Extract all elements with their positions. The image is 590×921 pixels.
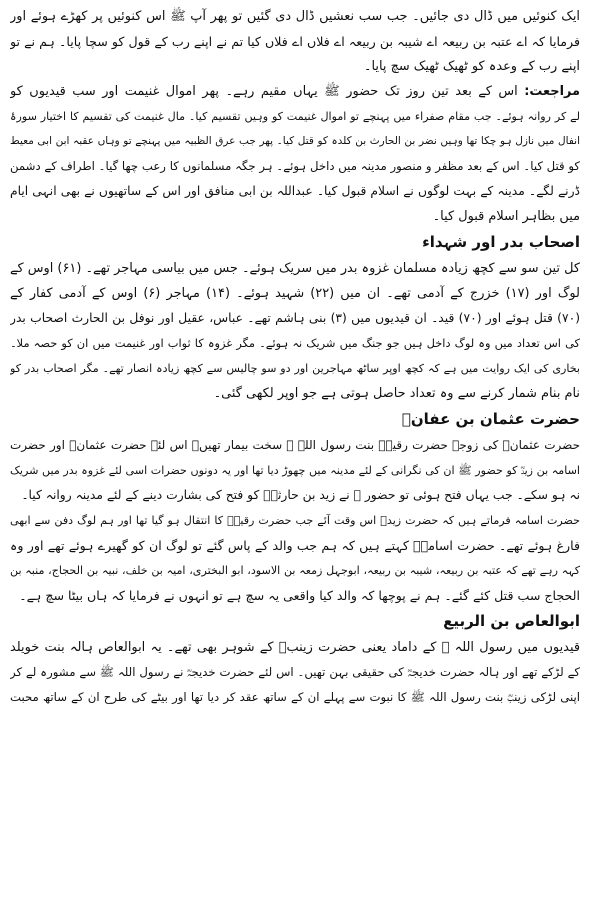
paragraph-uthman: [10, 433, 580, 508]
section-heading-uthman: حضرت عثمان بن عفانؓ: [401, 410, 580, 428]
text-line: نہ ہو سکے۔ جب یہاں فتح ہوئی تو حضور ﷺ نے زید بن حارثہؓ کو فتح کی بشارت دینے کے لئے مدینہ روانہ کیا۔: [21, 488, 580, 502]
text-line: لوگ اور (۱۷) خزرج کے آدمی تھے۔ ان میں (۲۲) شہید ہوئے۔ (۱۴) مہاجر (۶) اوس کے آدمی کفار کے: [10, 286, 580, 301]
text-line: بخاری کی ایک روایت میں ہے کہ کچھ اوپر ساٹھ مہاجرین اور دو سو چالیس سے کچھ زیادہ انصار تھے۔ مگر اصحاب بدر کو: [10, 362, 580, 375]
lead-line-text: اس کے بعد تین روز تک حضور ﷺ یہاں مقیم رہے۔ پھر اموال غنیمت اور سب قیدیوں کو: [10, 84, 525, 99]
text-line: فرمایا کہ اے عتبہ بن ربیعہ اے شیبہ بن ربیعہ اے فلاں اے فلاں کیا تم نے اپنے رب کے قول کو سچا پایا۔ ہم نے تو: [10, 34, 580, 49]
text-line: ایک کنوئیں میں ڈال دی جائیں۔ جب سب نعشیں ڈال دی گئیں تو پھر آپ ﷺ اس کنوئیں پر کھڑے ہوئے اور: [10, 9, 580, 24]
text-line: الحجاج سب قتل کئے گئے۔ ہم نے پوچھا کہ والد کیا واقعی یہ سچ ہے تو انہوں نے فرمایا کہ ہاں بیٹا سچ ہے۔: [19, 588, 580, 603]
text-line: قیدیوں میں رسول اللہ ﷺ کے داماد یعنی حضرت زینبؓ کے شوہر بھی تھے۔ یہ ابوالعاص ہالہ بنت خویلد: [10, 640, 580, 655]
text-line: نام بنام شمار کرنے سے وہ تعداد حاصل ہوتی ہے جو اوپر لکھی گئی۔: [213, 386, 580, 401]
section-lead-label: مراجعت:: [524, 84, 580, 99]
paragraph-abul-aas: [10, 635, 580, 710]
section-heading-abul-aas: ابوالعاص بن الربیع: [443, 612, 580, 630]
text-line: (۷۰) قتل ہوئے اور (۷۰) قید۔ ان قیدیوں میں (۳) بنی ہاشم تھے۔ عباس، عقیل اور نوفل بن الحارث اصحاب بدر: [10, 311, 580, 325]
text-line: کل تین سو سے کچھ زیادہ مسلمان غزوہ بدر میں سریک ہوئے۔ جس میں بیاسی مہاجر تھے۔ (۶۱) اوس کے: [10, 261, 580, 276]
paragraph-companions: [10, 256, 580, 406]
text-line: انفال میں نازل ہو چکا تھا وہیں نضر بن الحارث بن کلدہ کو قتل کیا۔ پھر جب عرق الظبیہ میں پہنچے تو وہاں عقبہ ابن ابی معیط: [10, 135, 580, 147]
text-line-with-lead: [10, 79, 580, 104]
text-line: کے لڑکے تھے اور ہالہ حضرت خدیجہؓ کی حقیقی بہن تھیں۔ اس لئے حضرت خدیجہؓ نے رسول اللہ ﷺ سے مشورہ لے کر: [10, 665, 580, 679]
text-line: اپنی لڑکی زینبؓ بنت رسول اللہ ﷺ کا نبوت سے پہلے ان کے ساتھ عقد کر دیا تھا اور بیٹے کی طرح ان کے ساتھ محبت: [10, 690, 580, 704]
text-line: کہہ رہے تھے کہ عتبہ بن ربیعہ، شیبہ بن ربیعہ، ابوجہل زمعہ بن الاسود، ابو البختری، امیہ بن خلف، نبیہ بن الحجاج، منبہ بن: [10, 564, 580, 577]
paragraph-burial-well: [10, 4, 580, 79]
section-heading-companions: اصحاب بدر اور شہداء: [422, 233, 580, 251]
text-line: حضرت عثمانؓ کی زوجہ حضرت رقیہؓ بنت رسول اللہ ﷺ سخت بیمار تھیں۔ اس لئے حضرت عثمانؓ اور حضرت: [10, 438, 580, 452]
text-line: کو قتل کیا۔ اس کے بعد مظفر و منصور مدینہ میں داخل ہوئے۔ ہر جگہ مسلمانوں کا رعب چھا گیا۔ اطراف کے دشمن: [10, 159, 580, 173]
text-line: اسامہ بن زیدؓ کو حضور ﷺ ان کی نگرانی کے لئے مدینہ میں چھوڑ دیا تھا اور یہ دونوں حضرات اسی لئے غزوہ بدر میں شریک: [10, 464, 580, 477]
text-line: میں بظاہر اسلام قبول کیا۔: [432, 209, 580, 224]
text-line: حضرت اسامہ فرماتے ہیں کہ حضرت زیدؓ اس وقت آئے جب حضرت رقیہؓ کا انتقال ہو گیا تھا اور ہم لوگ دفن سے ابھی: [10, 514, 580, 527]
text-line: ڈرنے لگے۔ مدینہ کے بہت لوگوں نے اسلام قبول کیا۔ عبداللہ بن ابی منافق اور اس کے ساتھیوں نے بھی انہی ایام: [10, 184, 580, 198]
paragraph-usama: [10, 508, 580, 608]
text-line: کی اس تعداد میں وہ لوگ داخل ہیں جو جنگ میں شریک نہ ہوئے۔ مگر غزوہ کا ثواب اور غنیمت میں ان کو حصہ ملا۔: [10, 336, 580, 350]
paragraph-return: [10, 79, 580, 229]
text-line: فارغ ہوئے تھے۔ حضرت اسامہؓ کہتے ہیں کہ ہم جب والد کے پاس گئے تو لوگ ان کو گھیرے ہوئے تھے اور وہ: [10, 538, 580, 553]
text-line: اپنے رب کے وعدہ کو ٹھیک ٹھیک سچ پایا۔: [363, 59, 580, 74]
text-line: لے کر روانہ ہوئے۔ جب مقام صفراء میں پہنچے تو اموال غنیمت کو وہیں تقسیم کیا۔ مال غنیمت کی تقسیم کا اختیار سورۂ: [10, 110, 580, 123]
